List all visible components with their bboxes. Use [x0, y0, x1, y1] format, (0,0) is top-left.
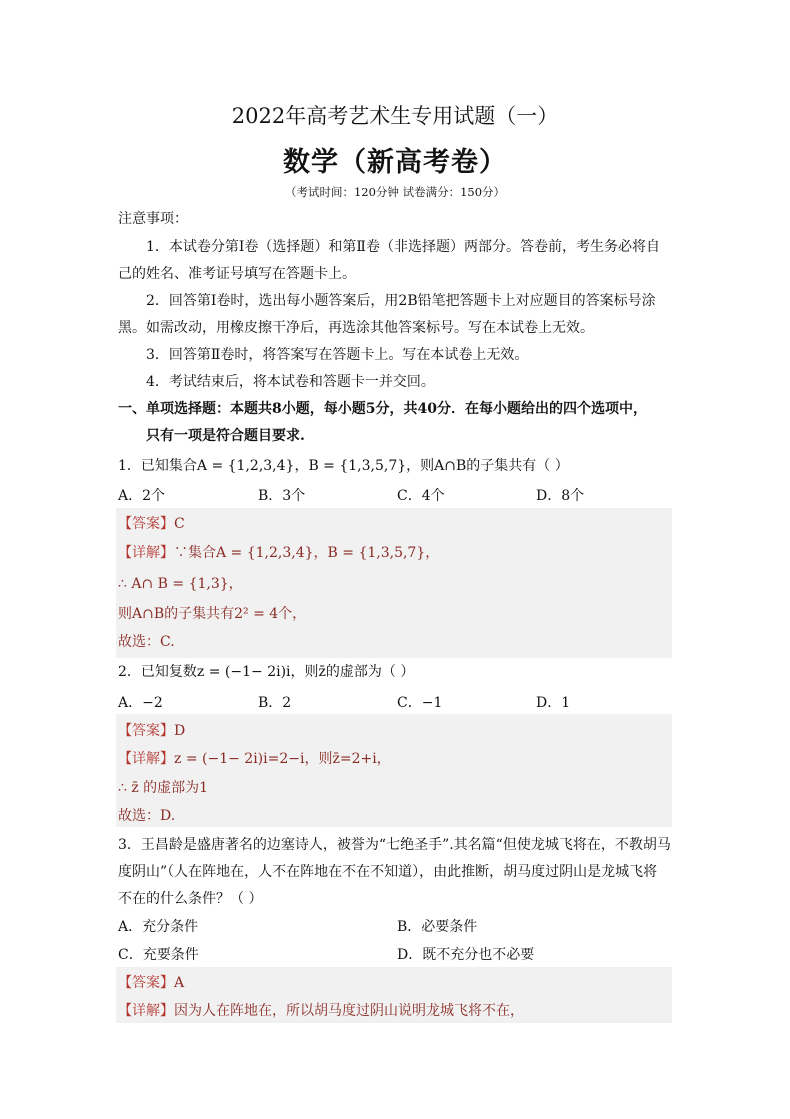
- q3-answer: [118, 972, 184, 992]
- note-3: 3．回答第Ⅱ卷时，将答案写在答题卡上。写在本试卷上无效。: [146, 347, 529, 363]
- q3-option-b: B．必要条件: [397, 919, 478, 935]
- q2-detail-line-1: [118, 748, 391, 768]
- q1-option-c: C．4个: [397, 488, 445, 504]
- exam-subject-title: 数学（新高考卷）: [283, 147, 507, 178]
- q1-detail-tag: 【详解】: [118, 545, 174, 561]
- question-2-stem: 2．已知复数z = (−1− 2i)i，则z̄的虚部为（ ）: [118, 664, 415, 680]
- q2-answer: [118, 720, 185, 740]
- q2-option-b: B．2: [258, 695, 292, 711]
- q2-detail-text-1: z = (−1− 2i)i=2−i，则z̄=2+i，: [174, 751, 391, 767]
- q3-detail-text-1: 因为人在阵地在，所以胡马度过阴山说明龙城飞将不在，: [174, 1003, 524, 1019]
- q1-answer-tag: 【答案】: [118, 516, 174, 532]
- note-2-line-2: 黑。如需改动，用橡皮擦干净后，再选涂其他答案标号。写在本试卷上无效。: [118, 320, 594, 336]
- q3-detail-line-1: [118, 1000, 524, 1020]
- q2-detail-line-2: ∴ z̄ 的虚部为1: [118, 780, 209, 796]
- q1-answer: [118, 513, 185, 533]
- q2-option-a: A．−2: [118, 695, 163, 711]
- notes-heading: 注意事项：: [118, 211, 188, 227]
- section-heading-line-2: 只有一项是符合题目要求.: [146, 428, 305, 444]
- note-1-line-2: 己的姓名、准考证号填写在答题卡上。: [118, 266, 356, 282]
- q2-option-c: C．−1: [397, 695, 443, 711]
- q3-answer-tag: 【答案】: [118, 975, 174, 991]
- q2-answer-tag: 【答案】: [118, 723, 174, 739]
- q2-solution-panel: [116, 714, 672, 827]
- note-4: 4．考试结束后，将本试卷和答题卡一并交回。: [146, 374, 435, 390]
- question-3-stem-line-2: 度阴山”（人在阵地在，人不在阵地在不在不知道），由此推断，胡马度过阴山是龙城飞将: [118, 864, 658, 880]
- exam-info: （考试时间：120分钟 试卷满分：150分）: [284, 185, 506, 199]
- q2-detail-line-3: 故选：D.: [118, 808, 176, 824]
- q1-option-a: A．2个: [118, 488, 166, 504]
- q3-option-a: A．充分条件: [118, 919, 199, 935]
- q2-detail-tag: 【详解】: [118, 751, 174, 767]
- q2-option-d: D．1: [536, 695, 571, 711]
- question-1-stem: 1．已知集合A = {1,2,3,4}，B = {1,3,5,7}，则A∩B的子集共有（ ）: [118, 458, 569, 474]
- q1-detail-line-2: ∴ A∩ B = {1,3}，: [118, 576, 243, 592]
- q1-detail-line-1: [118, 542, 439, 562]
- q3-detail-tag: 【详解】: [118, 1003, 174, 1019]
- question-3-stem-line-3: 不在的什么条件？（ ）: [118, 891, 263, 907]
- note-1-line-1: 1．本试卷分第Ⅰ卷（选择题）和第Ⅱ卷（非选择题）两部分。答卷前，考生务必将自: [146, 239, 660, 255]
- q3-option-c: C．充要条件: [118, 947, 199, 963]
- q1-detail-line-4: 故选：C.: [118, 634, 175, 650]
- q1-detail-text-1: ∵集合A = {1,2,3,4}，B = {1,3,5,7}，: [174, 545, 440, 561]
- exam-title: 2022年高考艺术生专用试题（一）: [231, 104, 559, 128]
- q1-answer-value: C: [174, 516, 185, 532]
- section-heading-line-1: 一、单项选择题：本题共8小题，每小题5分，共40分．在每小题给出的四个选项中，: [118, 401, 647, 417]
- q1-option-b: B．3个: [258, 488, 306, 504]
- q3-answer-value: A: [174, 975, 185, 991]
- q1-detail-line-3: 则A∩B的子集共有2² = 4个，: [118, 606, 307, 622]
- question-3-stem-line-1: 3．王昌龄是盛唐著名的边塞诗人，被誉为“七绝圣手”.其名篇“但使龙城飞将在，不教胡马: [118, 837, 671, 853]
- q1-option-d: D．8个: [536, 488, 585, 504]
- q3-option-d: D．既不充分也不必要: [397, 947, 535, 963]
- note-2-line-1: 2．回答第Ⅰ卷时，选出每小题答案后，用2B铅笔把答题卡上对应题目的答案标号涂: [146, 293, 656, 309]
- q2-answer-value: D: [174, 723, 186, 739]
